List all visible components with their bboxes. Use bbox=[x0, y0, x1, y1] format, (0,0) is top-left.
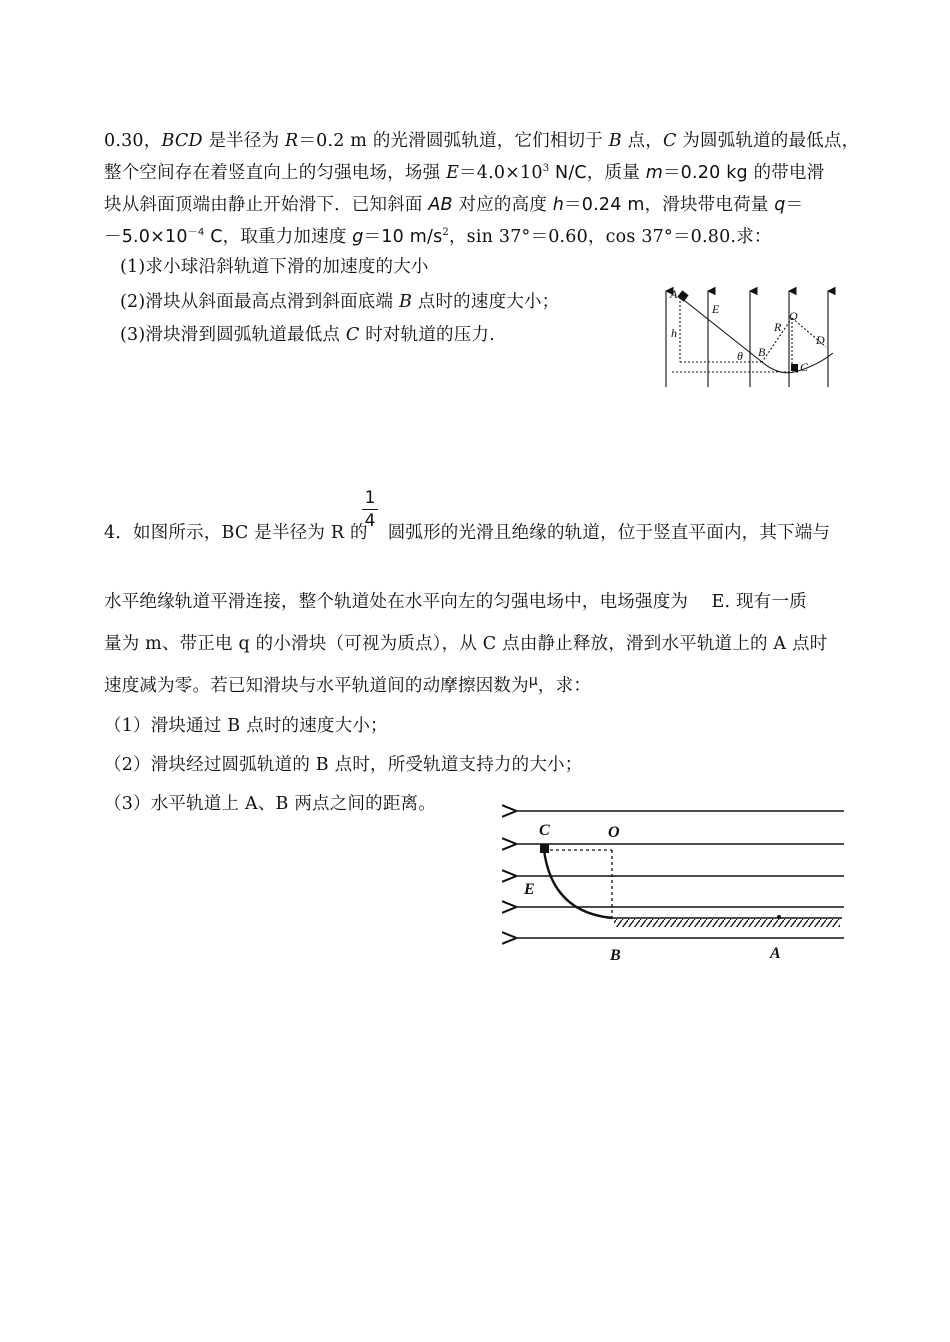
p4-figure bbox=[502, 800, 862, 968]
label-h: h bbox=[671, 326, 677, 340]
fraction-one-quarter: 1 4 bbox=[362, 488, 378, 531]
slider-block bbox=[540, 844, 549, 853]
label-R: R bbox=[774, 320, 782, 334]
label-B: B bbox=[758, 345, 766, 359]
p3-line-2: 整个空间存在着竖直向上的匀强电场，场强 $E=4.0\times 10^3$ N/C，质量 m＝0.20 kg 的带电滑 bbox=[104, 163, 825, 183]
label-D: D bbox=[816, 333, 825, 347]
p4-line-3: 量为 m、带正电 q 的小滑块（可视为质点），从 C 点由静止释放，滑到水平轨道上的 A 点时 bbox=[104, 634, 828, 654]
label-C: C bbox=[539, 822, 550, 839]
p4-line-4: 速度减为零。若已知滑块与水平轨道间的动摩擦因数为$^\mu$，求： bbox=[104, 673, 592, 696]
p4-question-1: （1）滑块通过 B 点时的速度大小； bbox=[104, 716, 388, 736]
p3-question-1: (1)求小球沿斜轨道下滑的加速度的大小 bbox=[120, 257, 429, 277]
label-A: A bbox=[670, 287, 678, 301]
point-A-dot bbox=[777, 915, 781, 919]
label-E: E bbox=[712, 302, 720, 316]
p4-line-1: 4．如图所示，BC 是半径为 R 的 圆弧形的光滑且绝缘的轨道，位于竖直平面内，其下端与 bbox=[104, 523, 831, 543]
p4-question-3: （3）水平轨道上 A、B 两点之间的距离。 bbox=[104, 794, 436, 814]
label-O: O bbox=[608, 824, 620, 841]
label-C: C bbox=[800, 360, 809, 374]
slider-block bbox=[791, 364, 798, 371]
p4-line-2: 水平绝缘轨道平滑连接，整个轨道处在水平向左的匀强电场中，电场强度为 E. 现有一质 bbox=[104, 592, 807, 612]
label-theta: θ bbox=[737, 349, 743, 363]
p3-question-2: (2)滑块从斜面最高点滑到斜面底端 B 点时的速度大小； bbox=[120, 292, 560, 312]
label-A: A bbox=[770, 945, 781, 962]
p3-line-4: $-5.0\times 10^{-4}$ C，取重力加速度 g＝10 $m/s^2$，sin 37°＝0.60，cos 37°＝0.80.求： bbox=[104, 227, 772, 247]
slider-block bbox=[677, 290, 688, 301]
label-B: B bbox=[610, 947, 621, 964]
p3-line-1: 0.30，BCD 是半径为 R＝0.2 m 的光滑圆弧轨道，它们相切于 B 点，C 为圆弧轨道的最低点， bbox=[104, 131, 860, 151]
p3-line-3: 块从斜面顶端由静止开始滑下．已知斜面 AB 对应的高度 h＝0.24 m，滑块带电荷量 q＝ bbox=[104, 195, 804, 215]
mu-symbol: μ bbox=[528, 673, 538, 689]
label-E: E bbox=[524, 881, 535, 898]
track-hatching bbox=[614, 919, 840, 927]
p3-question-3: (3)滑块滑到圆弧轨道最低点 C 时对轨道的压力. bbox=[120, 325, 495, 345]
p3-figure bbox=[650, 285, 850, 390]
label-O: O bbox=[789, 309, 798, 323]
p4-question-2: （2）滑块经过圆弧轨道的 B 点时，所受轨道支持力的大小； bbox=[104, 755, 583, 775]
